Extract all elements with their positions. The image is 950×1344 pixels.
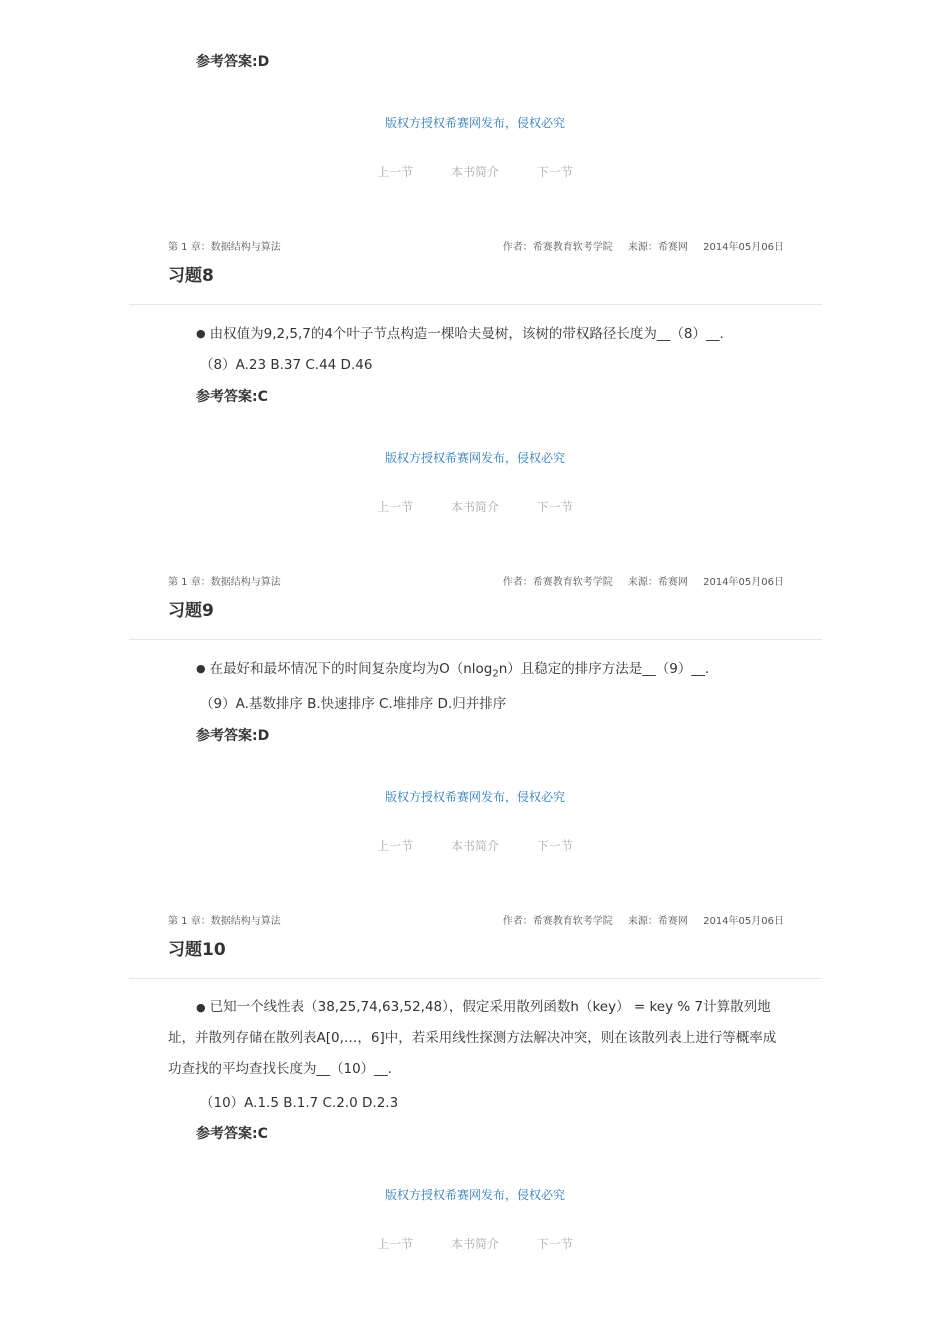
divider [129, 978, 822, 979]
source-text: 来源：希赛网 [627, 916, 688, 927]
source-text: 来源：希赛网 [627, 242, 688, 253]
article-meta [491, 576, 784, 590]
next-section-link[interactable]: 下一节 [536, 165, 573, 179]
breadcrumb[interactable]: 第 1 章：数据结构与算法 [168, 242, 281, 253]
author-text: 作者：希赛教育软考学院 [502, 242, 613, 253]
author-text: 作者：希赛教育软考学院 [502, 577, 613, 588]
bullet-icon: ● [196, 327, 206, 340]
question-text: ● 由权值为9,2,5,7的4个叶子节点构造一棵哈夫曼树，该树的带权路径长度为__（8）__. [196, 326, 724, 342]
book-intro-link[interactable]: 本书简介 [450, 839, 499, 853]
answer-text: 参考答案:D [196, 54, 270, 70]
next-section-link[interactable]: 下一节 [536, 839, 573, 853]
divider [129, 639, 822, 640]
chapter-nav [0, 838, 950, 854]
section-title: 习题10 [168, 940, 226, 960]
prev-section-link[interactable]: 上一节 [377, 165, 414, 179]
options-text: （10）A.1.5 B.1.7 C.2.0 D.2.3 [200, 1095, 399, 1111]
article-meta [491, 915, 784, 929]
prev-section-link[interactable]: 上一节 [377, 839, 414, 853]
answer-text: 参考答案:C [196, 1126, 268, 1142]
date-text: 2014年05月06日 [703, 242, 784, 253]
chapter-nav [0, 499, 950, 515]
copyright-link[interactable]: 版权方授权希赛网发布，侵权必究 [384, 790, 565, 804]
answer-text: 参考答案:D [196, 728, 270, 744]
breadcrumb[interactable]: 第 1 章：数据结构与算法 [168, 577, 281, 588]
question-text: ● 在最好和最坏情况下的时间复杂度均为O（nlog$_2$n）且稳定的排序方法是__（9）__. [196, 661, 710, 680]
section-title: 习题8 [168, 266, 214, 286]
copyright-link[interactable]: 版权方授权希赛网发布，侵权必究 [384, 1188, 565, 1202]
date-text: 2014年05月06日 [703, 916, 784, 927]
breadcrumb[interactable]: 第 1 章：数据结构与算法 [168, 916, 281, 927]
next-section-link[interactable]: 下一节 [536, 1237, 573, 1251]
next-section-link[interactable]: 下一节 [536, 500, 573, 514]
author-text: 作者：希赛教育软考学院 [502, 916, 613, 927]
chapter-nav [0, 164, 950, 180]
copyright-link[interactable]: 版权方授权希赛网发布，侵权必究 [384, 116, 565, 130]
question-text: ● 已知一个线性表（38,25,74,63,52,48），假定采用散列函数h（key） = key % 7计算散列地址，并散列存储在散列表A[0,…，6]中，若采用线性探测方法解决冲突，则在该散列表上进行等概率成功查找的平均查找长度为__（10）__. [168, 999, 777, 1077]
options-text: （8）A.23 B.37 C.44 D.46 [200, 357, 373, 373]
answer-text: 参考答案:C [196, 389, 268, 405]
book-intro-link[interactable]: 本书简介 [450, 165, 499, 179]
source-text: 来源：希赛网 [627, 577, 688, 588]
date-text: 2014年05月06日 [703, 577, 784, 588]
article-meta [491, 241, 784, 255]
divider [129, 304, 822, 305]
chapter-nav [0, 1236, 950, 1252]
copyright-link[interactable]: 版权方授权希赛网发布，侵权必究 [384, 451, 565, 465]
bullet-icon: ● [196, 1001, 206, 1014]
prev-section-link[interactable]: 上一节 [377, 500, 414, 514]
prev-section-link[interactable]: 上一节 [377, 1237, 414, 1251]
options-text: （9）A.基数排序 B.快速排序 C.堆排序 D.归并排序 [200, 696, 507, 712]
book-intro-link[interactable]: 本书简介 [450, 1237, 499, 1251]
section-title: 习题9 [168, 601, 214, 621]
book-intro-link[interactable]: 本书简介 [450, 500, 499, 514]
bullet-icon: ● [196, 662, 206, 675]
